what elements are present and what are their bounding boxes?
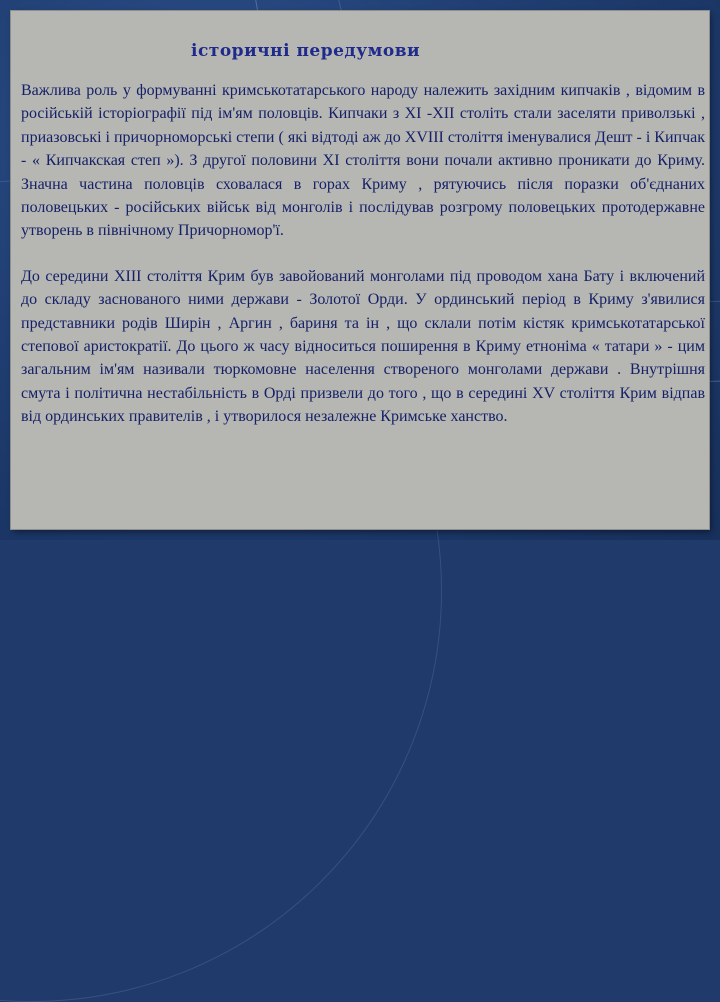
slide-title: історичні передумови bbox=[191, 41, 421, 61]
content-panel bbox=[11, 11, 709, 529]
slide-body bbox=[21, 79, 705, 429]
paragraph-kipchaks: Важлива роль у формуванні кримськотатарського народу належить західним кипчаків , відомим в російській історіографії під ім'ям половців. Кипчаки з XI -XII століть стали заселяти приволзькі , приазовські і причорноморські степи ( які відтоді аж до XVIII століття іменувалися Дешт - і Кипчак - « Кипчакская степ »). З другої половини XI століття вони почали активно проникати до Криму. Значна частина половців сховалася в горах Криму , рятуючись після поразки об'єднаних половецьких - російських військ від монголів і послідував розгрому половецьких протодержавне утворень в північному Причорномор'ї. bbox=[21, 82, 705, 240]
paragraph-golden-horde: До середини XIII століття Крим був завойований монголами під проводом хана Бату і включений до складу заснованого ними держави - Золотої Орди. У ординський період в Криму з'явилися представники родів Ширін , Аргин , бариня та ін , що склали потім кістяк кримськотатарської степової аристократії. До цього ж часу відноситься поширення в Криму етноніма « татари » - цим загальним ім'ям називали тюркомовне населення створеного монголами держави . Внутрішня смута і політична нестабільність в Орді призвели до того , що в середині XV століття Крим відпав від ординських правителів , і утворилося незалежне Кримське ханство. bbox=[21, 267, 705, 426]
